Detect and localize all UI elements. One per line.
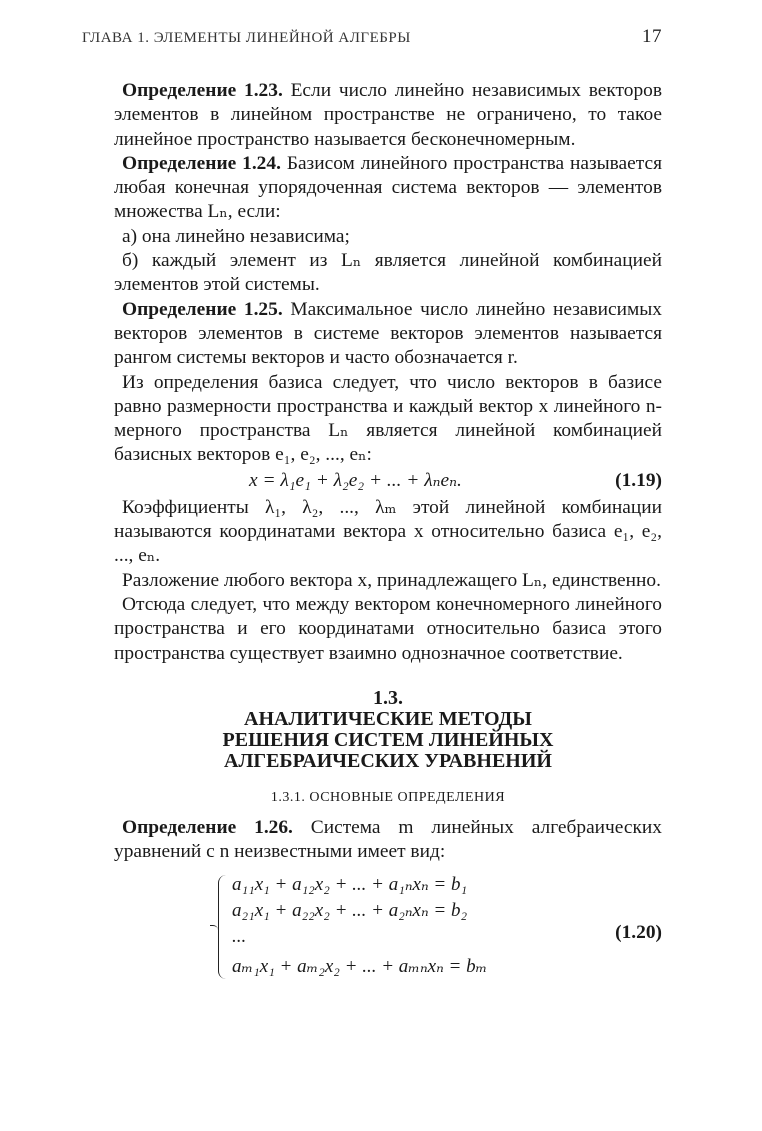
definition-text: Система m линейных алгебраических уравнений с n неизвестными имеет вид:	[114, 817, 662, 863]
definition-1-23	[114, 79, 662, 152]
equation-row: ...	[232, 925, 247, 947]
page-body	[114, 79, 662, 993]
definition-1-24	[114, 152, 662, 225]
running-header	[82, 26, 662, 50]
paragraph-coefficients: Коэффициенты λ₁, λ₂, ..., λₘ этой линейной комбинации называются координатами вектора x относительно базиса e₁, e₂, ..., eₙ.	[114, 496, 662, 567]
paragraph-uniqueness: Разложение любого вектора x, принадлежащего Lₙ, единственно.	[122, 569, 661, 591]
equation-system-1-20	[114, 873, 662, 993]
section-title-line: РЕШЕНИЯ СИСТЕМ ЛИНЕЙНЫХ	[222, 728, 554, 751]
definition-text: Максимальное число линейно независимых векторов элементов в системе векторов элементов называется рангом системы векторов и часто обозначается r.	[114, 298, 663, 369]
list-item-b: б) каждый элемент из Lₙ является линейной комбинацией элементов этой системы.	[114, 250, 662, 296]
section-title-line: АЛГЕБРАИЧЕСКИХ УРАВНЕНИЙ	[224, 749, 552, 772]
equation-number: (1.20)	[615, 921, 662, 943]
definition-label: Определение 1.26.	[122, 817, 293, 839]
equation-expression: x = λ₁e₁ + λ₂e₂ + ... + λₙeₙ.	[249, 469, 462, 491]
equation-number: (1.19)	[615, 469, 662, 491]
section-heading	[114, 688, 662, 772]
curly-brace	[218, 875, 229, 979]
section-title-line: АНАЛИТИЧЕСКИЕ МЕТОДЫ	[244, 707, 532, 730]
definition-label: Определение 1.25.	[122, 298, 283, 320]
chapter-title: ГЛАВА 1. ЭЛЕМЕНТЫ ЛИНЕЙНОЙ АЛГЕБРЫ	[82, 30, 411, 46]
paragraph-basis: Из определения базиса следует, что число векторов в базисе равно размерности пространства и каждый вектор x линейного n-мерного пространства Lₙ является линейной комбинацией базисных векторов e₁, e₂, ..., eₙ:	[114, 371, 662, 466]
definition-label: Определение 1.24.	[122, 152, 281, 174]
equation-row: aₘ₁x₁ + aₘ₂x₂ + ... + aₘₙxₙ = bₘ	[232, 955, 488, 977]
equation-1-19	[114, 468, 662, 496]
list-item-a: а) она линейно независима;	[122, 225, 350, 247]
definition-text: Базисом линейного пространства называется любая конечная упорядоченная система векторов — элементов множества Lₙ, если:	[114, 152, 662, 223]
subsection-heading: 1.3.1. ОСНОВНЫЕ ОПРЕДЕЛЕНИЯ	[270, 789, 506, 805]
equation-row: a₂₁x₁ + a₂₂x₂ + ... + a₂ₙxₙ = b₂	[232, 899, 468, 921]
paragraph-correspondence: Отсюда следует, что между вектором конечномерного линейного пространства и его координатами относительно базиса этого пространства существует взаимно однозначное соответствие.	[114, 593, 662, 664]
definition-1-25	[114, 298, 662, 371]
page-number: 17	[642, 26, 662, 47]
equation-row: a₁₁x₁ + a₁₂x₂ + ... + a₁ₙxₙ = b₁	[232, 873, 468, 895]
definition-1-26	[114, 816, 662, 865]
definition-text: Если число линейно независимых векторов элементов в линейном пространстве не ограничено, то такое линейное пространство называется бесконечномерным.	[114, 80, 662, 150]
section-number: 1.3.	[373, 686, 403, 709]
definition-label: Определение 1.23.	[122, 80, 283, 101]
